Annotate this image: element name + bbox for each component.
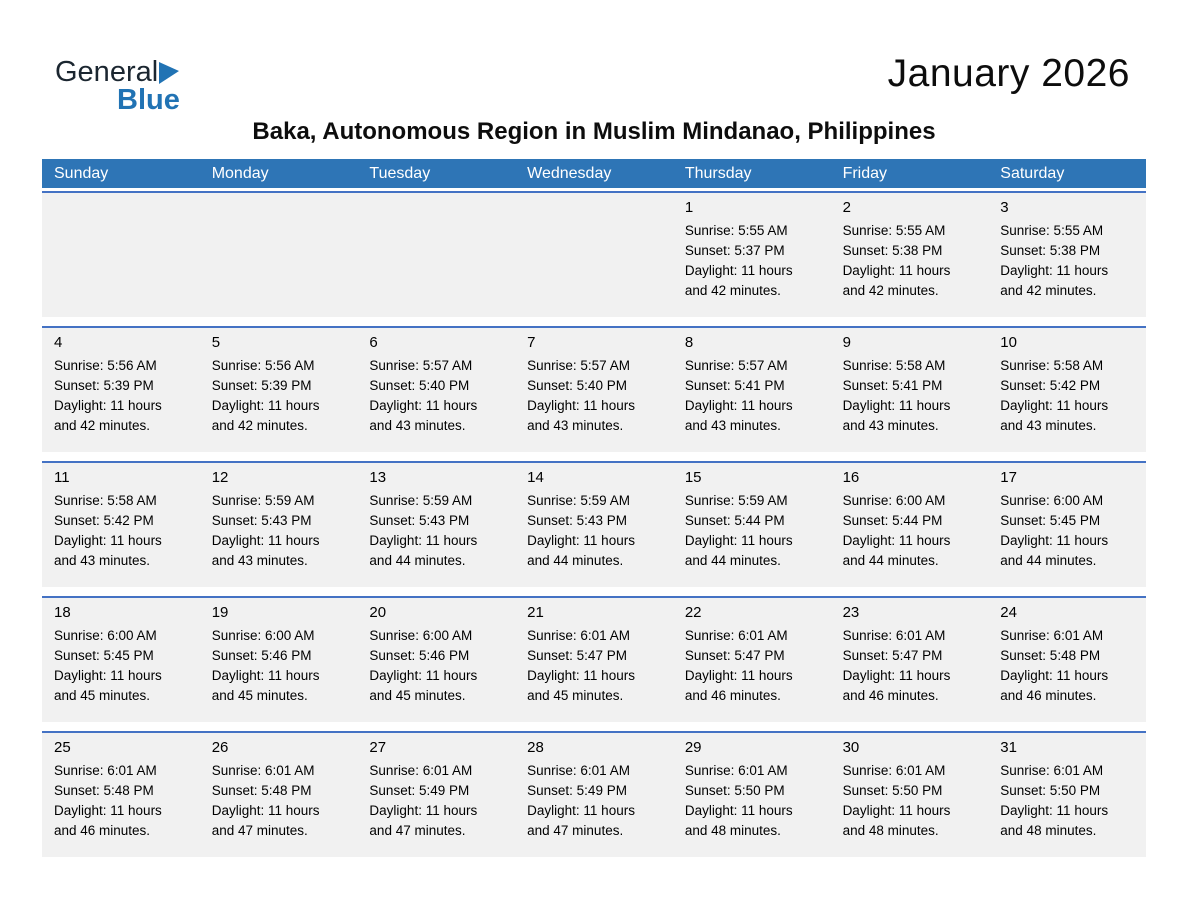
day-cell	[831, 598, 989, 722]
daylight-text: Daylight: 11 hours and 48 minutes.	[842, 803, 951, 838]
day-cell	[831, 193, 989, 317]
sunrise-text: Sunrise: 6:00 AM	[1000, 493, 1104, 508]
daylight-text: Daylight: 11 hours and 43 minutes.	[1000, 398, 1109, 433]
sunrise-text: Sunrise: 6:01 AM	[54, 763, 157, 778]
day-number: 1	[684, 199, 694, 216]
sunset-text: Sunset: 5:38 PM	[1000, 243, 1101, 258]
day-number: 18	[54, 604, 71, 621]
sunset-text: Sunset: 5:50 PM	[842, 783, 943, 798]
day-number: 29	[684, 739, 702, 756]
daylight-text: Daylight: 11 hours and 42 minutes.	[54, 398, 162, 433]
sunset-text: Sunset: 5:46 PM	[211, 648, 312, 663]
daylight-text: Daylight: 11 hours and 47 minutes.	[527, 803, 635, 838]
day-cell	[42, 598, 200, 722]
sunrise-text: Sunrise: 6:00 AM	[54, 628, 157, 643]
day-number: 3	[1000, 199, 1009, 216]
sunrise-text: Sunrise: 6:00 AM	[842, 493, 946, 508]
sunset-text: Sunset: 5:46 PM	[369, 648, 470, 663]
day-number: 26	[211, 739, 229, 756]
day-cell	[515, 598, 673, 722]
day-cell	[42, 328, 200, 452]
daylight-text: Daylight: 11 hours and 46 minutes.	[1000, 668, 1109, 703]
sunset-text: Sunset: 5:43 PM	[211, 513, 312, 528]
day-number: 28	[527, 739, 544, 756]
empty-day-cell	[42, 193, 200, 317]
sunrise-text: Sunrise: 6:00 AM	[211, 628, 315, 643]
day-number: 7	[527, 334, 536, 351]
sunset-text: Sunset: 5:43 PM	[527, 513, 627, 528]
daylight-text: Daylight: 11 hours and 44 minutes.	[369, 533, 478, 568]
sunset-text: Sunset: 5:44 PM	[684, 513, 785, 528]
daylight-text: Daylight: 11 hours and 44 minutes.	[527, 533, 635, 568]
day-number: 12	[211, 469, 229, 486]
sunset-text: Sunset: 5:41 PM	[842, 378, 943, 393]
month-title: January 2026	[887, 52, 1130, 95]
week-row	[42, 191, 1146, 317]
sunset-text: Sunset: 5:45 PM	[54, 648, 154, 663]
day-cell	[673, 463, 831, 587]
day-cell	[42, 463, 200, 587]
day-number: 14	[527, 469, 544, 486]
daylight-text: Daylight: 11 hours and 44 minutes.	[1000, 533, 1109, 568]
sunset-text: Sunset: 5:37 PM	[684, 243, 785, 258]
day-number: 11	[54, 469, 70, 486]
sunrise-text: Sunrise: 5:58 AM	[842, 358, 946, 373]
daylight-text: Daylight: 11 hours and 45 minutes.	[527, 668, 635, 703]
day-cell	[988, 733, 1146, 857]
weekday-header-tuesday: Tuesday	[369, 164, 431, 182]
day-cell	[200, 733, 358, 857]
sunset-text: Sunset: 5:42 PM	[54, 513, 154, 528]
day-number: 21	[527, 604, 544, 621]
day-cell	[673, 328, 831, 452]
sunset-text: Sunset: 5:47 PM	[527, 648, 627, 663]
weekday-header-thursday: Thursday	[684, 164, 752, 182]
sunrise-text: Sunrise: 6:00 AM	[369, 628, 473, 643]
empty-day-cell	[515, 193, 673, 317]
day-number: 13	[369, 469, 387, 486]
daylight-text: Daylight: 11 hours and 46 minutes.	[684, 668, 793, 703]
sunset-text: Sunset: 5:43 PM	[369, 513, 470, 528]
daylight-text: Daylight: 11 hours and 45 minutes.	[54, 668, 162, 703]
sunrise-text: Sunrise: 5:58 AM	[1000, 358, 1104, 373]
day-cell	[673, 733, 831, 857]
general-blue-logo	[55, 58, 180, 115]
weekday-header-sunday: Sunday	[54, 164, 109, 182]
sunrise-text: Sunrise: 5:57 AM	[527, 358, 630, 373]
daylight-text: Daylight: 11 hours and 43 minutes.	[527, 398, 635, 433]
sunrise-text: Sunrise: 5:59 AM	[684, 493, 788, 508]
sunset-text: Sunset: 5:42 PM	[1000, 378, 1101, 393]
daylight-text: Daylight: 11 hours and 43 minutes.	[54, 533, 162, 568]
day-number: 25	[54, 739, 71, 756]
day-cell	[673, 193, 831, 317]
day-number: 19	[211, 604, 229, 621]
sunset-text: Sunset: 5:50 PM	[684, 783, 785, 798]
sunset-text: Sunset: 5:39 PM	[211, 378, 312, 393]
daylight-text: Daylight: 11 hours and 43 minutes.	[211, 533, 320, 568]
daylight-text: Daylight: 11 hours and 43 minutes.	[369, 398, 478, 433]
calendar-weeks	[42, 191, 1146, 857]
weekday-header-friday: Friday	[842, 164, 888, 182]
day-cell	[515, 733, 673, 857]
day-number: 31	[1000, 739, 1017, 756]
sunset-text: Sunset: 5:40 PM	[369, 378, 470, 393]
week-row	[42, 326, 1146, 452]
day-cell	[988, 328, 1146, 452]
sunrise-text: Sunrise: 5:58 AM	[54, 493, 157, 508]
sunset-text: Sunset: 5:49 PM	[369, 783, 470, 798]
sunrise-text: Sunrise: 6:01 AM	[684, 763, 788, 778]
sunset-text: Sunset: 5:40 PM	[527, 378, 627, 393]
sunrise-text: Sunrise: 5:59 AM	[527, 493, 630, 508]
daylight-text: Daylight: 11 hours and 48 minutes.	[1000, 803, 1109, 838]
daylight-text: Daylight: 11 hours and 42 minutes.	[842, 263, 951, 298]
sunrise-text: Sunrise: 5:59 AM	[211, 493, 315, 508]
day-cell	[673, 598, 831, 722]
calendar	[42, 159, 1146, 866]
day-cell	[831, 733, 989, 857]
daylight-text: Daylight: 11 hours and 46 minutes.	[842, 668, 951, 703]
daylight-text: Daylight: 11 hours and 46 minutes.	[54, 803, 162, 838]
weekday-header-saturday: Saturday	[1000, 164, 1065, 182]
week-row	[42, 461, 1146, 587]
daylight-text: Daylight: 11 hours and 42 minutes.	[684, 263, 793, 298]
sunset-text: Sunset: 5:39 PM	[54, 378, 154, 393]
day-number: 30	[842, 739, 860, 756]
sunset-text: Sunset: 5:50 PM	[1000, 783, 1101, 798]
sunset-text: Sunset: 5:47 PM	[684, 648, 785, 663]
day-number: 24	[1000, 604, 1017, 621]
sunrise-text: Sunrise: 6:01 AM	[842, 763, 946, 778]
sunrise-text: Sunrise: 6:01 AM	[527, 628, 630, 643]
logo-text-general: General	[55, 56, 159, 88]
sunset-text: Sunset: 5:45 PM	[1000, 513, 1101, 528]
logo-text-blue: Blue	[117, 84, 180, 116]
day-number: 20	[369, 604, 387, 621]
day-number: 22	[684, 604, 702, 621]
day-cell	[200, 463, 358, 587]
day-number: 10	[1000, 334, 1017, 351]
day-cell	[831, 463, 989, 587]
empty-day-cell	[200, 193, 358, 317]
sunrise-text: Sunrise: 6:01 AM	[1000, 628, 1104, 643]
sunrise-text: Sunrise: 5:57 AM	[369, 358, 473, 373]
day-cell	[357, 733, 515, 857]
day-cell	[831, 328, 989, 452]
sunrise-text: Sunrise: 6:01 AM	[842, 628, 946, 643]
day-cell	[200, 328, 358, 452]
sunrise-text: Sunrise: 5:56 AM	[54, 358, 157, 373]
daylight-text: Daylight: 11 hours and 47 minutes.	[369, 803, 478, 838]
day-number: 16	[842, 469, 860, 486]
day-cell	[357, 598, 515, 722]
day-cell	[515, 328, 673, 452]
day-cell	[988, 193, 1146, 317]
day-number: 6	[369, 334, 378, 351]
sunset-text: Sunset: 5:41 PM	[684, 378, 785, 393]
daylight-text: Daylight: 11 hours and 43 minutes.	[684, 398, 793, 433]
day-number: 17	[1000, 469, 1017, 486]
weekday-header-row	[42, 159, 1146, 188]
day-cell	[200, 598, 358, 722]
sunset-text: Sunset: 5:48 PM	[54, 783, 154, 798]
sunset-text: Sunset: 5:49 PM	[527, 783, 627, 798]
sunrise-text: Sunrise: 6:01 AM	[211, 763, 315, 778]
day-cell	[357, 463, 515, 587]
daylight-text: Daylight: 11 hours and 45 minutes.	[211, 668, 320, 703]
sunset-text: Sunset: 5:44 PM	[842, 513, 943, 528]
day-number: 5	[211, 334, 221, 351]
day-cell	[988, 463, 1146, 587]
daylight-text: Daylight: 11 hours and 45 minutes.	[369, 668, 478, 703]
daylight-text: Daylight: 11 hours and 42 minutes.	[1000, 263, 1109, 298]
daylight-text: Daylight: 11 hours and 44 minutes.	[684, 533, 793, 568]
sunrise-text: Sunrise: 6:01 AM	[1000, 763, 1104, 778]
daylight-text: Daylight: 11 hours and 43 minutes.	[842, 398, 951, 433]
week-row	[42, 596, 1146, 722]
sunset-text: Sunset: 5:38 PM	[842, 243, 943, 258]
sunset-text: Sunset: 5:47 PM	[842, 648, 943, 663]
sunset-text: Sunset: 5:48 PM	[211, 783, 312, 798]
sunrise-text: Sunrise: 5:55 AM	[1000, 223, 1104, 238]
day-number: 9	[842, 334, 851, 351]
daylight-text: Daylight: 11 hours and 48 minutes.	[684, 803, 793, 838]
day-cell	[357, 328, 515, 452]
daylight-text: Daylight: 11 hours and 44 minutes.	[842, 533, 951, 568]
sunrise-text: Sunrise: 6:01 AM	[369, 763, 473, 778]
day-number: 27	[369, 739, 387, 756]
weekday-header-wednesday: Wednesday	[527, 164, 612, 182]
day-number: 2	[842, 199, 851, 216]
day-number: 15	[684, 469, 702, 486]
sunrise-text: Sunrise: 6:01 AM	[527, 763, 630, 778]
sunrise-text: Sunrise: 5:59 AM	[369, 493, 473, 508]
location-subtitle: Baka, Autonomous Region in Muslim Mindanao, Philippines	[252, 118, 936, 145]
day-number: 8	[684, 334, 694, 351]
sunrise-text: Sunrise: 5:55 AM	[684, 223, 788, 238]
week-row	[42, 731, 1146, 857]
sunrise-text: Sunrise: 5:56 AM	[211, 358, 315, 373]
sunset-text: Sunset: 5:48 PM	[1000, 648, 1101, 663]
day-cell	[42, 733, 200, 857]
empty-day-cell	[357, 193, 515, 317]
sunrise-text: Sunrise: 6:01 AM	[684, 628, 788, 643]
sunrise-text: Sunrise: 5:57 AM	[684, 358, 788, 373]
daylight-text: Daylight: 11 hours and 42 minutes.	[211, 398, 320, 433]
day-number: 23	[842, 604, 860, 621]
day-cell	[515, 463, 673, 587]
weekday-header-monday: Monday	[211, 164, 269, 182]
daylight-text: Daylight: 11 hours and 47 minutes.	[211, 803, 320, 838]
day-cell	[988, 598, 1146, 722]
day-number: 4	[54, 334, 63, 351]
sunrise-text: Sunrise: 5:55 AM	[842, 223, 946, 238]
